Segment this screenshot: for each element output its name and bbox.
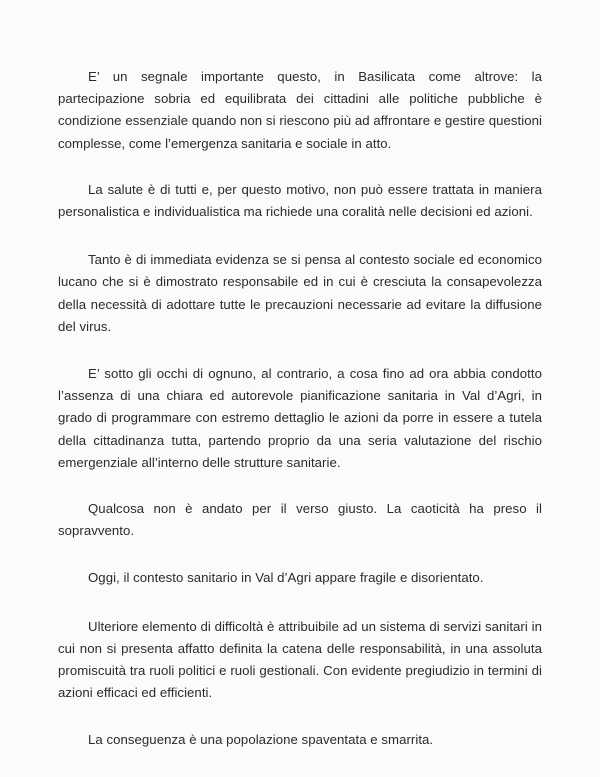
paragraph-6: Oggi, il contesto sanitario in Val d’Agri appare fragile e disorientato. bbox=[88, 570, 484, 586]
paragraph-3: Tanto è di immediata evidenza se si pensa al contesto sociale ed economico lucano che si è dimostrato responsabile ed in cui è cresciuta la consapevolezza della necessità di adottare tutte le precauzioni necessarie ad evitare la diffusione del virus. bbox=[58, 252, 542, 334]
paragraph-5: Qualcosa non è andato per il verso giusto. La caoticità ha preso il sopravvento. bbox=[58, 501, 542, 539]
paragraph-4: E’ sotto gli occhi di ognuno, al contrario, a cosa fino ad ora abbia condotto l’assenza di una chiara ed autorevole pianificazione sanitaria in Val d’Agri, in grado di programmare con estremo dettaglio le azioni da porre in essere a tutela della cittadinanza tutta, partendo proprio da una seria valutazione del rischio emergenziale all’interno delle strutture sanitarie. bbox=[58, 366, 542, 470]
paragraph-7: Ulteriore elemento di difficoltà è attribuibile ad un sistema di servizi sanitari in cui non si presenta affatto definita la catena delle responsabilità, in una assoluta promiscuità tra ruoli politici e ruoli gestionali. Con evidente pregiudizio in termini di azioni efficaci ed efficienti. bbox=[58, 618, 542, 701]
paragraph-1: E’ un segnale importante questo, in Basilicata come altrove: la partecipazione sobria ed equilibrata dei cittadini alle politiche pubbliche è condizione essenziale quando non si riescono più ad affrontare e gestire questioni complesse, come l’emergenza sanitaria e sociale in atto. bbox=[58, 69, 542, 151]
paragraph-2: La salute è di tutti e, per questo motivo, non può essere trattata in maniera personalistica e individualistica ma richiede una coralità nelle decisioni ed azioni. bbox=[58, 181, 542, 220]
paragraph-8: La conseguenza è una popolazione spaventata e smarrita. bbox=[88, 732, 434, 748]
